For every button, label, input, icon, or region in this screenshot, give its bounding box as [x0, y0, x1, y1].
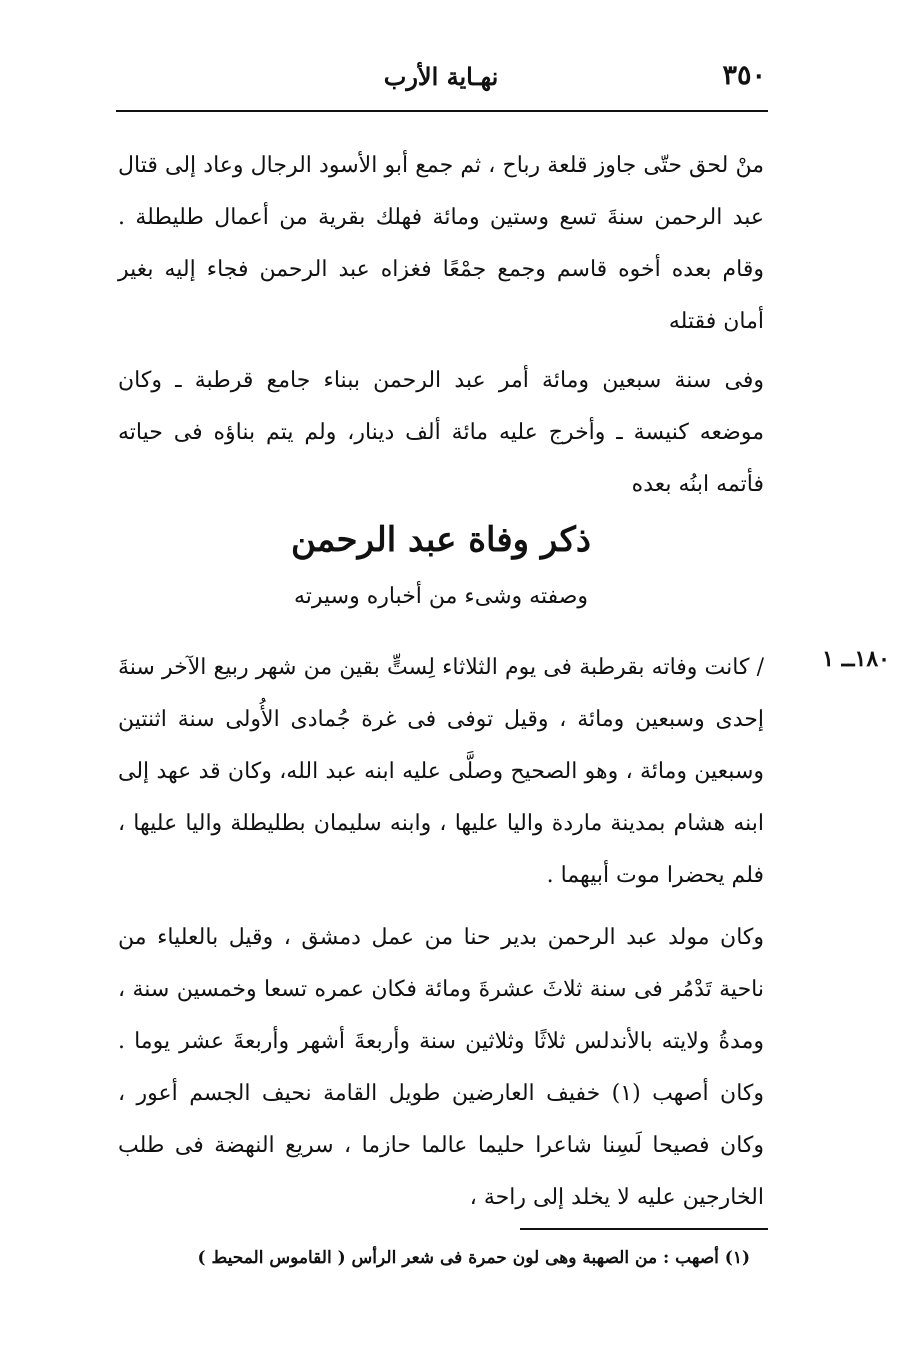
paragraph-3: / كانت وفاته بقرطبة فى يوم الثلاثاء لِستٍّ بقين من شهر ربيع الآخر سنةَ إحدى وسبعين ومائة ، وقيل توفى فى غرة جُمادى الأُولى سنة اثنتين وسبعين ومائة ، وهو الصحيح وصلَّى عليه ابنه عبد الله، وكان قد عهد إلى ابنه هشام بمدينة ماردة واليا عليها ، وابنه سليمان بطليطلة واليا عليها ، فلم يحضرا موت أبيهما .	[118, 655, 764, 888]
footnote: (١) أصهب : من الصهبة وهى لون حمرة فى شعر الرأس ( القاموس المحيط )	[197, 1248, 750, 1268]
footnote-rule	[520, 1228, 768, 1230]
page-header	[116, 58, 766, 102]
header-rule	[116, 110, 768, 112]
running-title: نهـاية الأرب	[383, 62, 499, 91]
section-subheading: وصفته وشىء من أخباره وسيرته	[293, 584, 589, 609]
page-number: ٣٥٠	[722, 60, 766, 91]
paragraph-4: وكان مولد عبد الرحمن بدير حنا من عمل دمشق ، وقيل بالعلياء من ناحية تَدْمُر فى سنة ثلاثَ عشرةَ ومائة فكان عمره تسعا وخمسين سنة ، ومدةُ ولايته بالأندلس ثلاثًا وثلاثين سنة وأربعةَ أشهر وأربعةَ عشر يوما . وكان أصهب (١) خفيف العارضين طويل القامة نحيف الجسم أعور ، وكان فصيحا لَسِنا شاعرا حليما عالما حازما ، سريع النهضة فى طلب الخارجين عليه لا يخلد إلى راحة ،	[118, 925, 764, 1210]
paragraph-2: وفى سنة سبعين ومائة أمر عبد الرحمن ببناء جامع قرطبة ـ وكان موضعه كنيسة ـ وأخرج عليه مائة ألف دينار، ولم يتم بناؤه فى حياته فأتمه ابنُه بعده	[118, 368, 764, 497]
section-heading: ذكر وفاة عبد الرحمن	[291, 520, 591, 560]
margin-reference: ١٨٠ــ ١	[822, 646, 890, 672]
paragraph-1: منْ لحق حتّى جاوز قلعة رباح ، ثم جمع أبو الأسود الرجال وعاد إلى قتال عبد الرحمن سنةَ تسع وستين ومائة فهلك بقرية من أعمال طليطلة . وقام بعده أخوه قاسم وجمع جمْعًا فغزاه عبد الرحمن فجاء إليه بغير أمان فقتله	[118, 153, 764, 334]
